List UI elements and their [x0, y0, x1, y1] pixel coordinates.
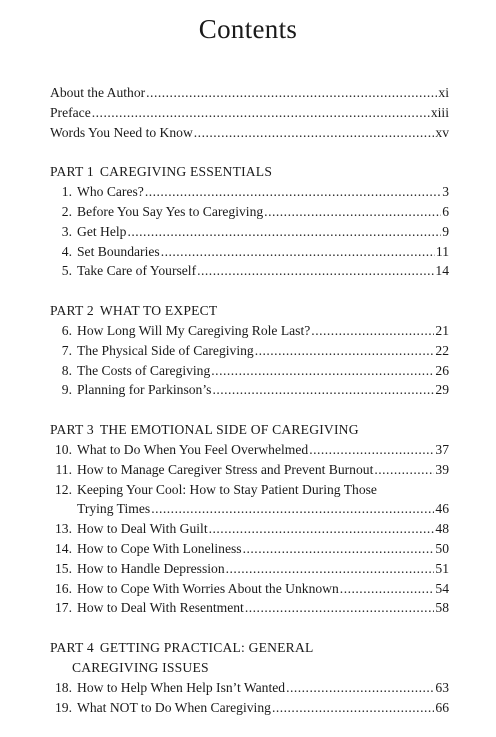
toc-entry-chapter[interactable] [50, 222, 449, 242]
dot-leader [209, 519, 435, 539]
chapter-title-continued: Trying Times [77, 501, 151, 517]
chapter-number: 15. [55, 560, 72, 576]
dot-leader [226, 559, 435, 579]
chapter-page: 58 [435, 600, 449, 616]
dot-leader [194, 123, 435, 143]
chapter-title: The Physical Side of Caregiving [77, 342, 254, 358]
dot-leader [197, 261, 434, 281]
part-1-section [50, 162, 449, 281]
chapter-number: 1. [61, 184, 72, 200]
chapter-title: What NOT to Do When Caregiving [77, 699, 271, 715]
dot-leader [309, 440, 434, 460]
toc-entry-page: xi [438, 85, 449, 100]
toc-entry-words-you-need-to-know[interactable] [50, 123, 449, 143]
part-label: PART 4 [50, 640, 94, 656]
chapter-title: How to Manage Caregiver Stress and Prevent Burnout [77, 461, 374, 477]
dot-leader [264, 202, 441, 222]
part-2-section [50, 301, 449, 400]
chapter-number: 16. [55, 580, 72, 596]
dot-leader [245, 598, 435, 618]
dot-leader [311, 321, 434, 341]
part-title-continued: CAREGIVING ISSUES [72, 659, 209, 675]
chapter-number: 19. [55, 699, 72, 715]
chapter-page: 3 [442, 184, 449, 200]
chapter-page: 29 [435, 382, 449, 398]
part-title: THE EMOTIONAL SIDE OF CAREGIVING [99, 422, 359, 438]
chapter-page: 11 [435, 243, 449, 259]
chapter-number: 18. [55, 679, 72, 695]
toc-entry-chapter[interactable] [50, 678, 449, 698]
chapter-title: How Long Will My Caregiving Role Last? [77, 322, 311, 338]
chapter-number: 14. [55, 540, 72, 556]
chapter-title: What to Do When You Feel Overwhelmed [77, 441, 309, 457]
dot-leader [145, 182, 441, 202]
chapter-page: 48 [435, 521, 449, 537]
chapter-page: 37 [435, 441, 449, 457]
chapter-number: 4. [61, 243, 72, 259]
dot-leader [340, 579, 435, 599]
toc-entry-chapter[interactable] [50, 380, 449, 400]
part-4-section [50, 638, 449, 717]
toc-entry-chapter-first-line[interactable] [50, 480, 449, 500]
chapter-title: How to Help When Help Isn’t Wanted [77, 679, 286, 695]
chapter-number: 3. [61, 223, 72, 239]
chapter-page: 66 [435, 699, 449, 715]
toc-entry-chapter[interactable] [50, 182, 449, 202]
chapter-page: 9 [442, 223, 449, 239]
part-3-section [50, 420, 449, 618]
chapter-number: 10. [55, 441, 72, 457]
toc-entry-chapter-continuation[interactable] [50, 499, 449, 519]
dot-leader [272, 698, 434, 718]
dot-leader [92, 103, 430, 123]
chapter-number: 8. [61, 362, 72, 378]
part-heading-continued [50, 658, 449, 678]
toc-entry-chapter[interactable] [50, 202, 449, 222]
chapter-number: 2. [61, 203, 72, 219]
part-heading [50, 162, 449, 182]
dot-leader [161, 242, 435, 262]
chapter-page: 26 [435, 362, 449, 378]
toc-entry-title: Preface [50, 104, 91, 120]
part-label: PART 3 [50, 422, 94, 438]
toc-entry-title: About the Author [50, 85, 146, 100]
toc-entry-chapter[interactable] [50, 261, 449, 281]
chapter-title: How to Cope With Loneliness [77, 540, 242, 556]
chapter-page: 14 [435, 263, 449, 279]
part-heading [50, 301, 449, 321]
toc-entry-chapter[interactable] [50, 539, 449, 559]
chapter-page: 22 [435, 342, 449, 358]
chapter-number: 11. [55, 461, 72, 477]
toc-entry-chapter[interactable] [50, 242, 449, 262]
toc-entry-chapter[interactable] [50, 698, 449, 718]
dot-leader [151, 499, 434, 519]
toc-entry-chapter[interactable] [50, 559, 449, 579]
part-heading [50, 420, 449, 440]
part-title: GETTING PRACTICAL: GENERAL [99, 640, 314, 656]
chapter-page: 63 [435, 679, 449, 695]
part-title: CAREGIVING ESSENTIALS [99, 164, 273, 180]
toc-entry-chapter[interactable] [50, 598, 449, 618]
toc-entry-chapter[interactable] [50, 579, 449, 599]
toc-entry-preface[interactable] [50, 103, 449, 123]
toc-entry-page: xv [435, 124, 449, 140]
toc-entry-chapter[interactable] [50, 321, 449, 341]
chapter-title: How to Deal With Guilt [77, 521, 208, 537]
chapter-number: 17. [55, 600, 72, 616]
page-title: Contents [198, 14, 298, 44]
dot-leader [255, 341, 435, 361]
dot-leader [211, 361, 434, 381]
toc-entry-chapter[interactable] [50, 341, 449, 361]
chapter-number: 13. [55, 521, 72, 537]
chapter-page: 51 [435, 560, 449, 576]
dot-leader [127, 222, 441, 242]
front-matter-list [50, 83, 449, 142]
chapter-page: 50 [435, 540, 449, 556]
chapter-title: Before You Say Yes to Caregiving [77, 203, 264, 219]
dot-leader [374, 460, 434, 480]
chapter-page: 6 [442, 203, 449, 219]
chapter-title: Who Cares? [77, 184, 144, 200]
part-heading [50, 638, 449, 658]
toc-entry-title: Words You Need to Know [50, 124, 193, 140]
chapter-title: Set Boundaries [77, 243, 160, 259]
chapter-title: Keeping Your Cool: How to Stay Patient During Those [77, 481, 377, 497]
dot-leader [243, 539, 435, 559]
chapter-page: 46 [435, 501, 449, 517]
chapter-page: 54 [435, 580, 449, 596]
chapter-title: Get Help [77, 223, 127, 239]
chapter-title: How to Deal With Resentment [77, 600, 244, 616]
chapter-number: 12. [55, 481, 72, 497]
chapter-title: How to Handle Depression [77, 560, 225, 576]
dot-leader [286, 678, 434, 698]
toc-entry-chapter[interactable] [50, 519, 449, 539]
chapter-number: 7. [61, 342, 72, 358]
toc-entry-about-the-author[interactable] [50, 83, 449, 103]
dot-leader [146, 83, 437, 103]
toc-entry-chapter[interactable] [50, 361, 449, 381]
part-title: WHAT TO EXPECT [99, 303, 218, 319]
chapter-title: Take Care of Yourself [77, 263, 197, 279]
table-of-contents [50, 83, 449, 717]
chapter-number: 9. [61, 382, 72, 398]
part-label: PART 2 [50, 303, 94, 319]
toc-entry-chapter[interactable] [50, 460, 449, 480]
chapter-title: The Costs of Caregiving [77, 362, 211, 378]
part-label: PART 1 [50, 164, 94, 180]
dot-leader [212, 380, 434, 400]
chapter-title: How to Cope With Worries About the Unknown [77, 580, 339, 596]
chapter-number: 6. [61, 322, 72, 338]
chapter-number: 5. [61, 263, 72, 279]
chapter-title: Planning for Parkinson’s [77, 382, 212, 398]
toc-entry-page: xiii [430, 104, 449, 120]
chapter-page: 39 [435, 461, 449, 477]
chapter-page: 21 [435, 322, 449, 338]
toc-entry-chapter[interactable] [50, 440, 449, 460]
